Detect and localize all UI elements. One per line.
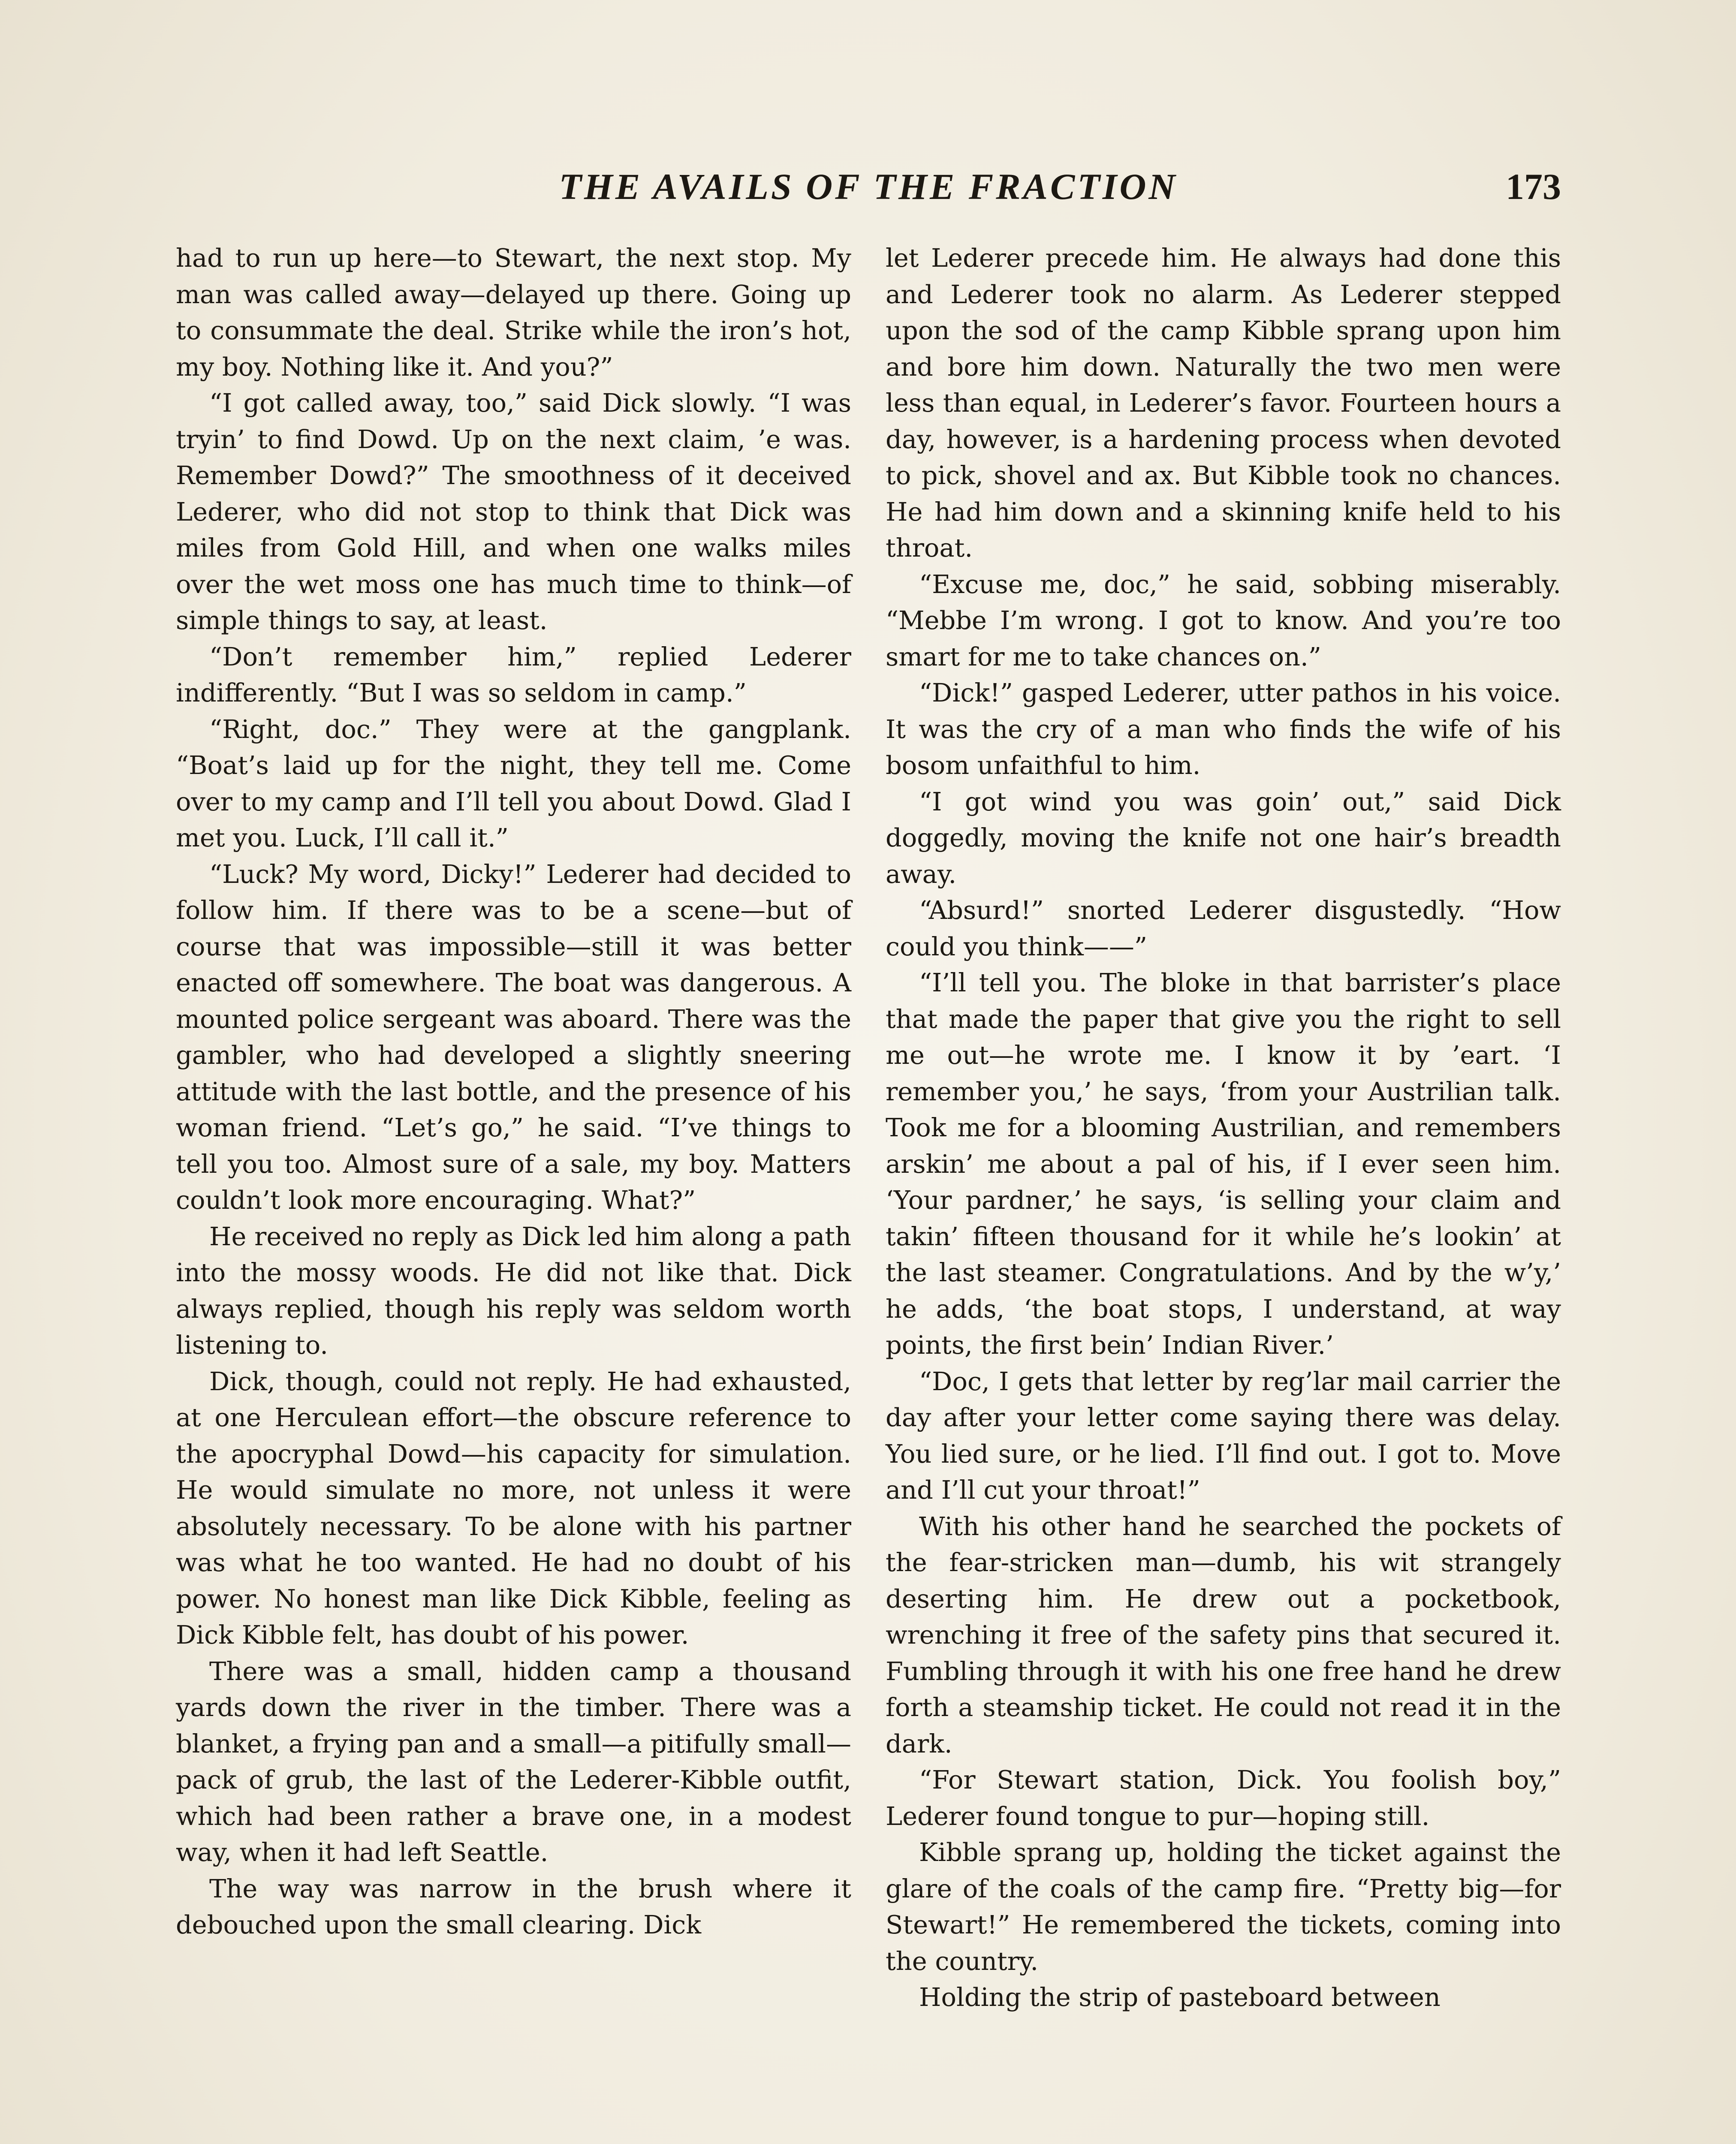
right-column: [886, 240, 1561, 2144]
running-title: THE AVAILS OF THE FRACTION: [559, 166, 1178, 207]
paragraph: “Right, doc.” They were at the gangplank. “Boat’s laid up for the night, they tell me. Come over to my camp and I’ll tell you about Dowd. Glad I met you. Luck, I’ll call it.”: [176, 714, 851, 852]
paragraph: He received no reply as Dick led him along a path into the mossy woods. He did not like that. Dick always replied, though his reply was seldom worth listening to.: [176, 1221, 851, 1360]
paragraph: “Don’t remember him,” replied Lederer indifferently. “But I was so seldom in camp.”: [176, 641, 851, 708]
paragraph: “Doc, I gets that letter by reg’lar mail carrier the day after your letter come saying there was delay. You lied sure, or he lied. I’ll find out. I got to. Move and I’ll cut your throat!”: [886, 1366, 1561, 1505]
paragraph: Holding the strip of pasteboard between: [919, 1982, 1441, 2012]
paragraph: “I’ll tell you. The bloke in that barrister’s place that made the paper that give you the right to sell me out—he wrote me. I know it by ’eart. ‘I remember you,’ he says, ‘from your Austrilian talk. Took me for a blooming Austrilian, and remembers arskin’ me about a pal of his, if I ever seen him. ‘Your pardner,’ he says, ‘is selling your claim and takin’ fifteen thousand for it while he’s lookin’ at the last steamer. Congratulations. And by the w’y,’ he adds, ‘the boat stops, I understand, at way points, the first bein’ Indian River.’: [886, 968, 1561, 1360]
paragraph: With his other hand he searched the pockets of the fear-stricken man—dumb, his wit strangely deserting him. He drew out a pocketbook, wrenching it free of the safety pins that secured it. Fumbling through it with his one free hand he drew forth a steamship ticket. He could not read it in the dark.: [886, 1511, 1561, 1759]
paragraph: “Absurd!” snorted Lederer disgustedly. “How could you think——”: [886, 895, 1561, 961]
paragraph: let Lederer precede him. He always had done this and Lederer took no alarm. As Lederer stepped upon the sod of the camp Kibble sprang upon him and bore him down. Naturally the two men were less than equal, in Lederer’s favor. Fourteen hours a day, however, is a hardening process when devoted to pick, shovel and ax. But Kibble took no chances. He had him down and a skinning knife held to his throat.: [886, 243, 1561, 563]
paragraph: “Excuse me, doc,” he said, sobbing miserably. “Mebbe I’m wrong. I got to know. And you’re too smart for me to take chances on.”: [886, 569, 1561, 672]
paragraph: “I got wind you was goin’ out,” said Dick doggedly, moving the knife not one hair’s breadth away.: [886, 786, 1561, 889]
page-header: [176, 165, 1561, 217]
text-columns: [176, 240, 1561, 2144]
paragraph: Kibble sprang up, holding the ticket against the glare of the coals of the camp fire. “Pretty big—for Stewart!” He remembered the tickets, coming into the country.: [886, 1837, 1561, 1976]
paragraph: The way was narrow in the brush where it debouched upon the small clearing. Dick: [176, 1873, 851, 1939]
paragraph: “Dick!” gasped Lederer, utter pathos in his voice. It was the cry of a man who finds the wife of his bosom unfaithful to him.: [886, 678, 1561, 780]
paragraph: There was a small, hidden camp a thousand yards down the river in the timber. There was a blanket, a frying pan and a small—a pitifully small—pack of grub, the last of the Lederer-Kibble outfit, which had been rather a brave one, in a modest way, when it had left Seattle.: [176, 1656, 851, 1867]
paragraph: “For Stewart station, Dick. You foolish boy,” Lederer found tongue to pur—hoping still.: [886, 1765, 1561, 1831]
paragraph: Dick, though, could not reply. He had exhausted, at one Herculean effort—the obscure reference to the apocryphal Dowd—his capacity for simulation. He would simulate no more, not unless it were absolutely necessary. To be alone with his partner was what he too wanted. He had no doubt of his power. No honest man like Dick Kibble, feeling as Dick Kibble felt, has doubt of his power.: [176, 1366, 851, 1650]
paragraph: “I got called away, too,” said Dick slowly. “I was tryin’ to find Dowd. Up on the next claim, ’e was. Remember Dowd?” The smoothness of it deceived Lederer, who did not stop to think that Dick was miles from Gold Hill, and when one walks miles over the wet moss one has much time to think—of simple things to say, at least.: [176, 388, 851, 635]
paragraph: “Luck? My word, Dicky!” Lederer had decided to follow him. If there was to be a scene—but of course that was impossible—still it was better enacted off somewhere. The boat was dangerous. A mounted police sergeant was aboard. There was the gambler, who had developed a slightly sneering attitude with the last bottle, and the presence of his woman friend. “Let’s go,” he said. “I’ve things to tell you too. Almost sure of a sale, my boy. Matters couldn’t look more encouraging. What?”: [176, 859, 851, 1215]
paragraph: had to run up here—to Stewart, the next stop. My man was called away—delayed up there. Going up to consummate the deal. Strike while the iron’s hot, my boy. Nothing like it. And you?”: [176, 243, 851, 382]
left-column: [176, 240, 851, 2144]
page-number: 173: [1506, 166, 1561, 207]
